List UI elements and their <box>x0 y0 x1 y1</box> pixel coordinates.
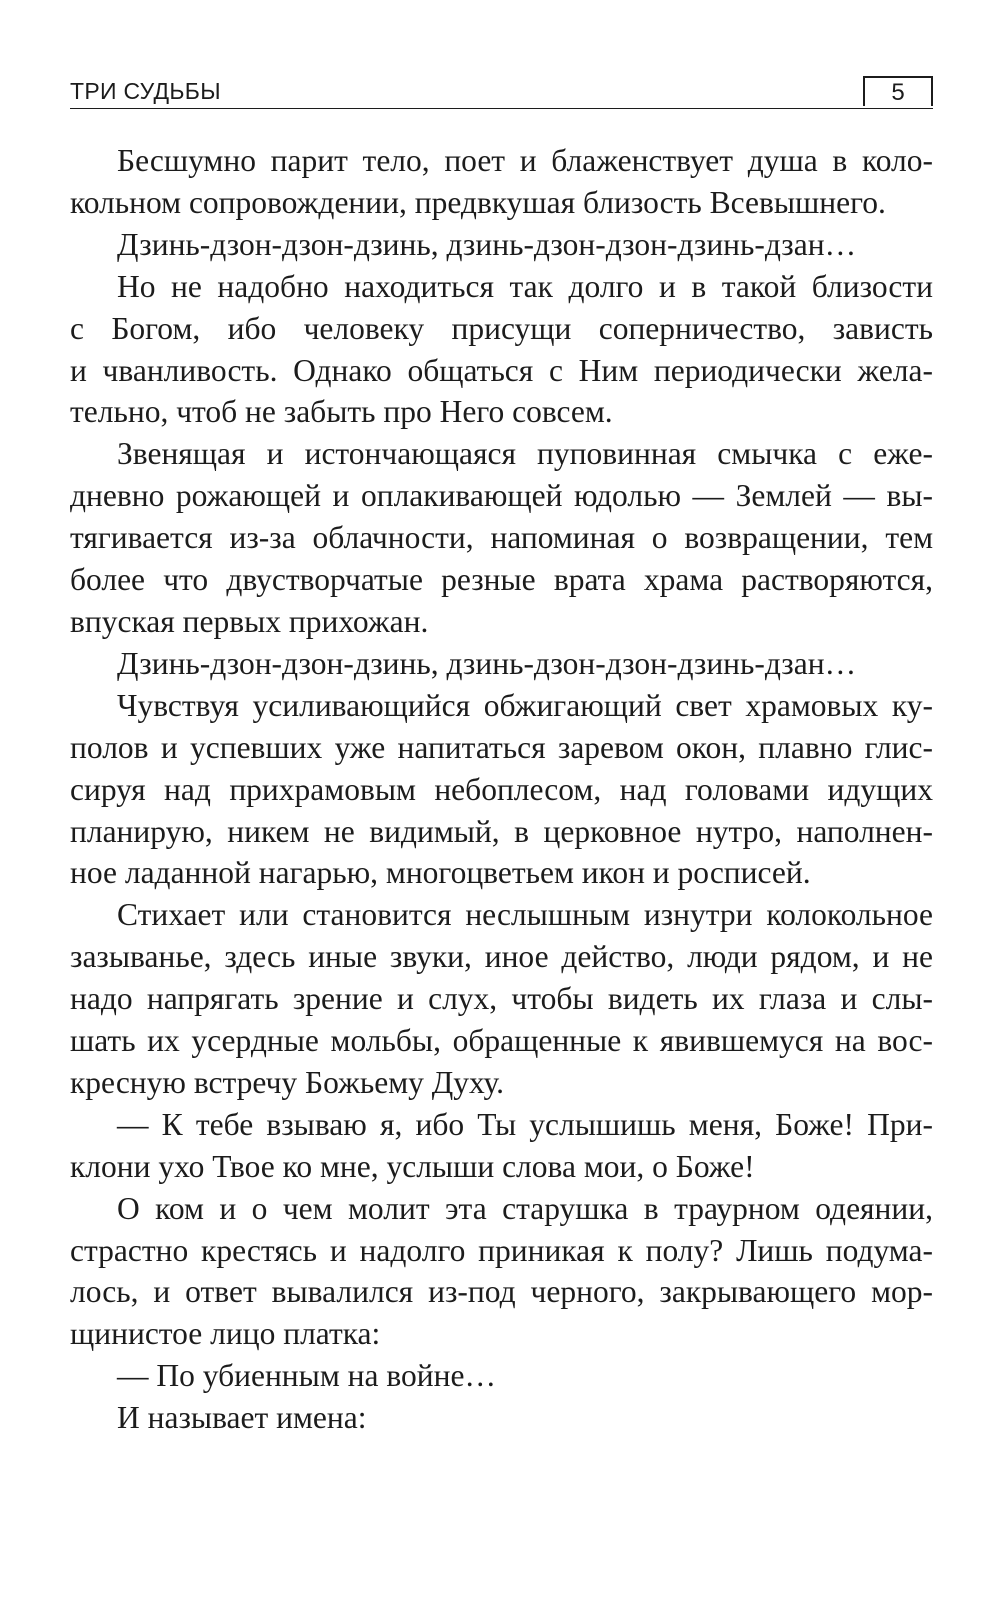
text-line: — К тебе взываю я, ибо Ты услышишь меня, Боже! При- <box>117 1106 933 1142</box>
text-line: зазыванье, здесь иные звуки, иное действо, люди рядом, и не <box>70 939 933 975</box>
text-line: — По убиенным на войне… <box>117 1358 496 1394</box>
text-line: планирую, никем не видимый, в церковное нутро, наполнен- <box>70 813 933 849</box>
text-line: тягивается из-за облачности, напоминая о возвращении, тем <box>70 520 933 556</box>
text-line: лось, и ответ вывалился из-под черного, закрывающего мор- <box>70 1274 933 1310</box>
text-line: с Богом, ибо человеку присущи соперничество, зависть <box>70 310 933 346</box>
text-line: Но не надобно находиться так долго и в такой близости <box>117 268 933 304</box>
text-line: более что двустворчатые резные врата храма растворяются, <box>70 562 933 598</box>
text-line: полов и успевших уже напитаться заревом окон, плавно глис- <box>70 729 933 765</box>
running-title: ТРИ СУДЬБЫ <box>70 78 221 104</box>
text-line: ное ладанной нагарью, многоцветьем икон и росписей. <box>70 855 811 891</box>
text-line: впуская первых прихожан. <box>70 603 429 639</box>
text-line: Звенящая и истончающаяся пуповинная смычка с еже- <box>117 436 933 472</box>
paragraph <box>70 1355 933 1397</box>
body-text <box>70 140 933 1439</box>
text-line: И называет имена: <box>117 1400 367 1436</box>
paragraph <box>70 643 933 685</box>
text-line: Бесшумно парит тело, поет и блаженствует душа в коло- <box>117 143 933 178</box>
running-header <box>70 78 933 109</box>
paragraph <box>70 1104 933 1188</box>
text-line: кольном сопровождении, предвкушая близость Всевышнего. <box>70 184 886 220</box>
page-number: 5 <box>863 76 933 106</box>
text-line: Стихает или становится неслышным изнутри колокольное <box>117 897 933 933</box>
paragraph <box>70 140 933 224</box>
text-line: надо напрягать зрение и слух, чтобы видеть их глаза и слы- <box>70 981 933 1017</box>
text-line: О ком и о чем молит эта старушка в траурном одеянии, <box>117 1190 933 1226</box>
paragraph <box>70 894 933 1104</box>
text-line: Дзинь-дзон-дзон-дзинь, дзинь-дзон-дзон-дзинь-дзан… <box>117 645 857 681</box>
text-line: дневно рожающей и оплакивающей юдолью — Землей — вы- <box>70 478 933 514</box>
text-line: и чванливость. Однако общаться с Ним периодически жела- <box>70 352 933 388</box>
text-line: тельно, чтоб не забыть про Него совсем. <box>70 394 613 430</box>
text-line: шать их усердные мольбы, обращенные к явившемуся на вос- <box>70 1023 933 1059</box>
paragraph <box>70 433 933 643</box>
paragraph <box>70 685 933 895</box>
paragraph <box>70 224 933 266</box>
text-line: сируя над прихрамовым небоплесом, над головами идущих <box>70 771 933 807</box>
paragraph <box>70 1188 933 1356</box>
text-line: кресную встречу Божьему Духу. <box>70 1064 505 1100</box>
text-line: клони ухо Твое ко мне, услыши слова мои, о Боже! <box>70 1148 755 1184</box>
text-line: Дзинь-дзон-дзон-дзинь, дзинь-дзон-дзон-дзинь-дзан… <box>117 226 857 262</box>
text-line: страстно крестясь и надолго приникая к полу? Лишь подума- <box>70 1232 933 1268</box>
text-line: щинистое лицо платка: <box>70 1316 381 1352</box>
paragraph <box>70 1397 933 1439</box>
paragraph <box>70 266 933 434</box>
text-line: Чувствуя усиливающийся обжигающий свет храмовых ку- <box>117 687 933 723</box>
